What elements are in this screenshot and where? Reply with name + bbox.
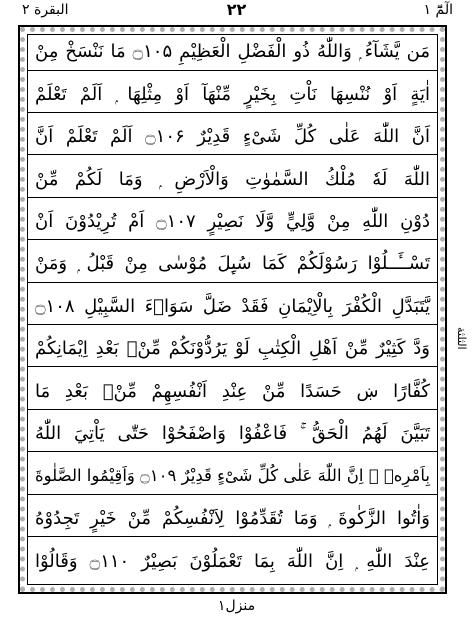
verse-text: عِنْدَ اللّٰهِ ۭ اِنَّ اللّٰهَ بِمَا تَعْمَلُوْنَ بَصِيْرٌ ۝۱۱۰ وَقَالُوْا xyxy=(35,550,430,572)
page-header xyxy=(0,0,473,24)
verse-text: كُفَّارًا ښ حَسَدًا مِّنْ عِنْدِ اَنْفُسِهِمْ مِّنْۢ بَعْدِ مَا xyxy=(35,380,430,402)
verse-text: اٰيَةٍ اَوْ نُنْسِهَا نَاْتِ بِخَيْرٍ مِّنْهَآ اَوْ مِثْلِهَا ۭ اَلَمْ تَعْلَمْ xyxy=(35,83,430,105)
text-line xyxy=(27,246,438,283)
text-line xyxy=(27,288,438,325)
text-line xyxy=(27,543,438,580)
verse-text: وَاٰتُوا الزَّكٰوةَ ۭ وَمَا تُقَدِّمُوْا لِاَنْفُسِكُمْ مِّنْ خَيْرٍ تَجِدُوْهُ xyxy=(35,507,430,529)
text-line xyxy=(27,416,438,453)
text-line xyxy=(27,161,438,198)
manzil-label: منزل۱ xyxy=(217,598,256,614)
text-line xyxy=(27,458,438,495)
verse-text: وَدَّ كَثِيْرٌ مِّنْ اَھْلِ الْكِتٰبِ لَوْ يَرُدُّوْنَكُمْ مِّنْۢ بَعْدِ اِيْمَانِكُمْ xyxy=(35,338,430,360)
text-line xyxy=(27,204,438,241)
text-block xyxy=(27,34,438,585)
text-line xyxy=(27,119,438,156)
verse-text: اَنَّ اللّٰهَ عَلٰى كُلِّ شَىْءٍ قَدِيْرٌ ۝۱۰۶ اَلَمْ تَعْلَمْ اَنَّ xyxy=(35,126,431,148)
text-line xyxy=(27,500,438,537)
text-line xyxy=(27,331,438,368)
verse-text: تَسْــَٔــلُوْا رَسُوْلَكُمْ كَمَا سُىِٕلَ مُوْسٰى مِنْ قَبْلُ ۭ وَمَنْ xyxy=(35,253,430,275)
verse-text: مَن يَّشَآءُ ۭ وَاللّٰهُ ذُو الْفَضْلِ الْعَظِيْمِ ۝۱۰۵ مَا نَنْسَخْ مِنْ xyxy=(35,41,430,63)
verse-text: بِاَمْرِهٖ ۭ اِنَّ اللّٰهَ عَلٰى كُلِّ شَىْءٍ قَدِيْرٌ ۝۱۰۹ وَاَقِيْمُوا الصَّلٰوةَ xyxy=(35,466,430,486)
margin-note: الثلثة xyxy=(455,327,468,350)
verse-text: تَبَيَّنَ لَھُمُ الْحَقُّ ۚ فَاعْفُوْا وَاصْفَحُوْا حَتّٰى يَاْتِيَ اللّٰهُ xyxy=(35,422,430,444)
verse-text: اللّٰهَ لَهٗ مُلْكُ السَّمٰوٰتِ وَالْاَرْضِ ۭ وَمَا لَكُمْ مِّنْ xyxy=(35,168,430,190)
verse-text: يَّتَبَدَّلِ الْكُفْرَ بِالْاِيْمَانِ فَقَدْ ضَلَّ سَوَاۗءَ السَّبِيْلِ ۝۱۰۸ xyxy=(35,295,430,317)
page-number: ۲۲ xyxy=(226,0,247,19)
juz-label: الٓمّٓ ۱ xyxy=(423,2,453,18)
text-line xyxy=(27,34,438,71)
surah-label: البقرة ۲ xyxy=(22,2,69,18)
text-line xyxy=(27,373,438,410)
verse-text: دُوْنِ اللّٰهِ مِنْ وَّلِيٍّ وَّلَا نَصِيْرٍ ۝۱۰۷ اَمْ تُرِيْدُوْنَ اَنْ xyxy=(35,210,430,232)
text-line xyxy=(27,76,438,113)
